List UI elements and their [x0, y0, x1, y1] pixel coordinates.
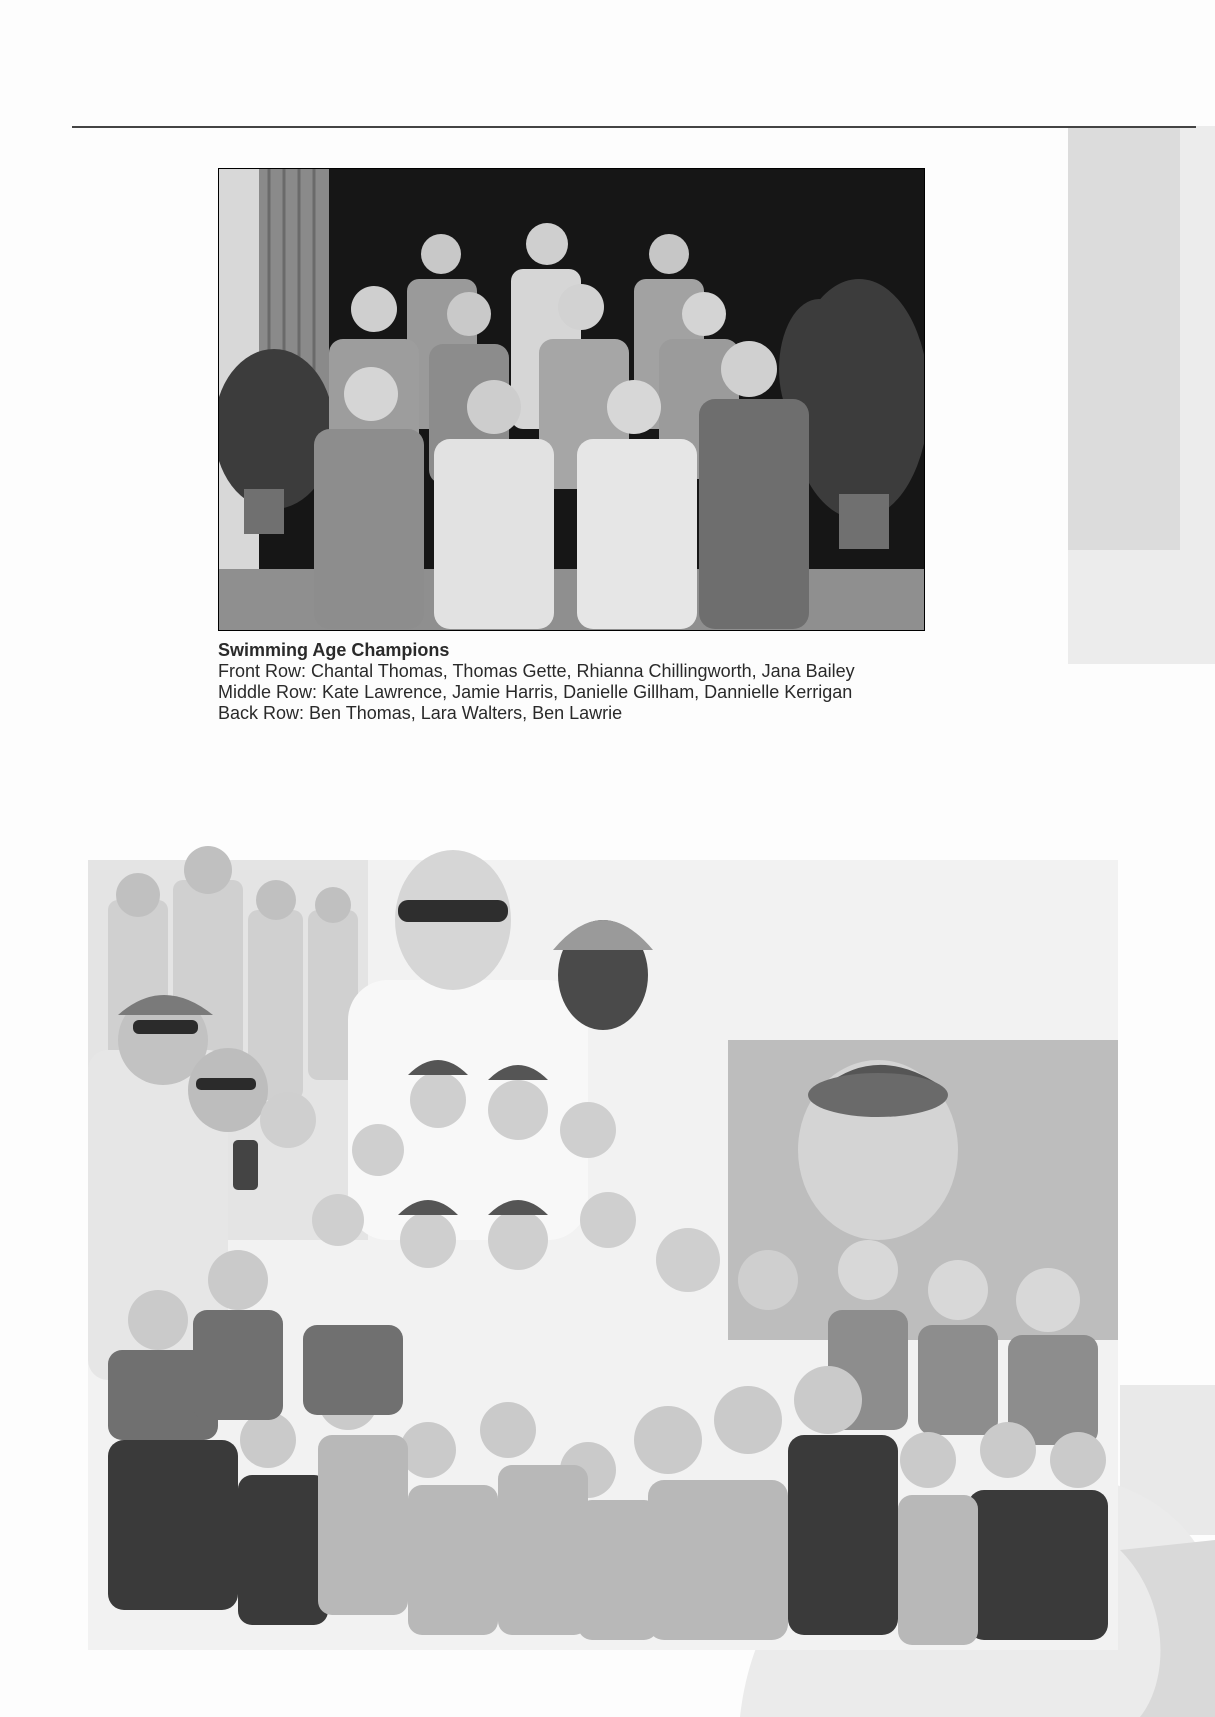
caption-middle-row: Middle Row: Kate Lawrence, Jamie Harris, Danielle Gillham, Dannielle Kerrigan — [218, 682, 853, 702]
decorative-band-inner — [1068, 126, 1180, 550]
caption-title: Swimming Age Champions — [218, 640, 450, 660]
caption-back-row: Back Row: Ben Thomas, Lara Walters, Ben Lawrie — [218, 703, 623, 723]
header-rule — [72, 126, 1196, 128]
photo-caption — [218, 640, 918, 724]
swimming-carnival-collage — [88, 820, 1118, 1650]
team-photo — [218, 168, 925, 631]
caption-front-row: Front Row: Chantal Thomas, Thomas Gette, Rhianna Chillingworth, Jana Bailey — [218, 661, 855, 681]
